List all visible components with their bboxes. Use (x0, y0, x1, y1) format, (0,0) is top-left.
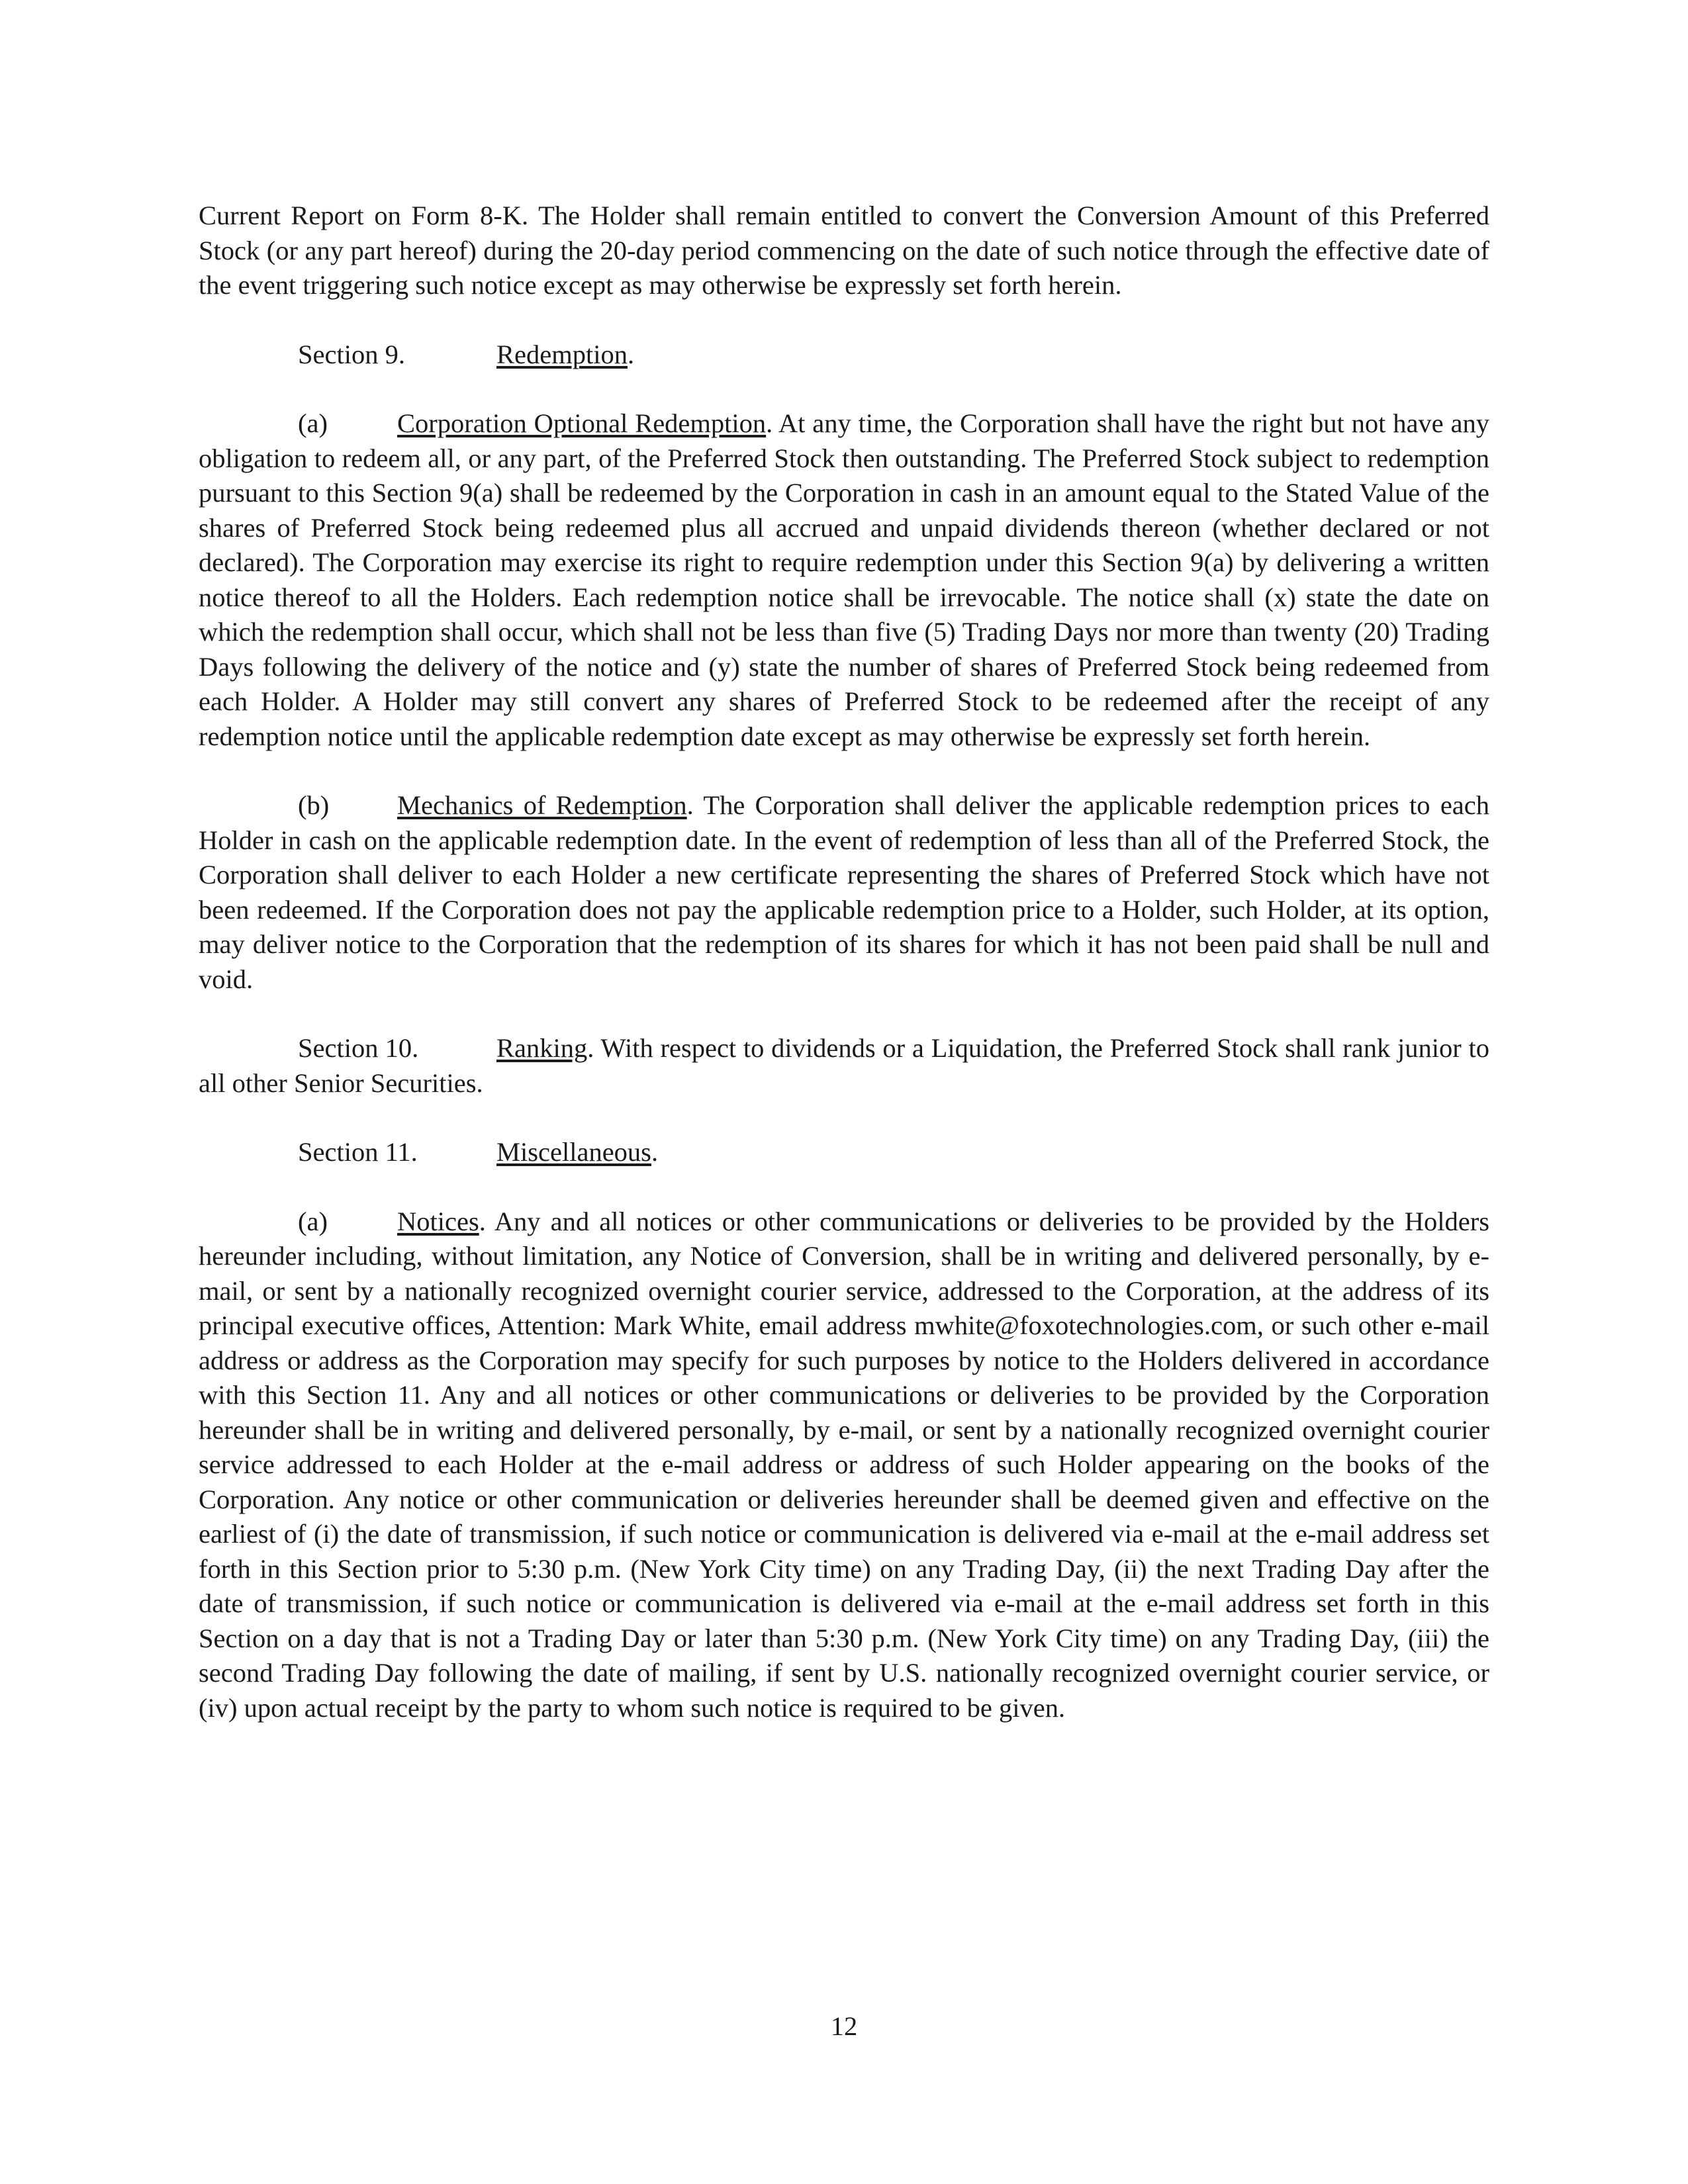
section-9-title-suffix: . (627, 339, 635, 369)
section-11-title-suffix: . (651, 1137, 659, 1167)
section-11a-marker: (a) (298, 1206, 328, 1236)
section-9a-title: Corporation Optional Redemption (397, 408, 767, 438)
section-11-number: Section 11. (298, 1137, 418, 1167)
section-11a-paragraph (199, 1205, 1489, 1726)
section-10-paragraph (199, 1031, 1489, 1101)
section-9b-text: . The Corporation shall deliver the applicable redemption prices to each Holder in cash on the applicable redemption date. In the event of redemption of less than all of the Preferred Stock, the Corporation shall deliver to each Holder a new certificate representing the shares of Preferred Stock which have not been redeemed. If the Corporation does not pay the applicable redemption price to a Holder, such Holder, at its option, may deliver notice to the Corporation that the redemption of its shares for which it has not been paid shall be null and void. (199, 790, 1489, 994)
section-9a-text: . At any time, the Corporation shall have the right but not have any obligation to redeem all, or any part, of the Preferred Stock then outstanding. The Preferred Stock subject to redemption pursuant to this Section 9(a) shall be redeemed by the Corporation in cash in an amount equal to the Stated Value of the shares of Preferred Stock being redeemed plus all accrued and unpaid dividends thereon (whether declared or not declared). The Corporation may exercise its right to require redemption under this Section 9(a) by delivering a written notice thereof to all the Holders. Each redemption notice shall be irrevocable. The notice shall (x) state the date on which the redemption shall occur, which shall not be less than five (5) Trading Days nor more than twenty (20) Trading Days following the delivery of the notice and (y) state the number of shares of Preferred Stock being redeemed from each Holder. A Holder may still convert any shares of Preferred Stock to be redeemed after the receipt of any redemption notice until the applicable redemption date except as may otherwise be expressly set forth herein. (199, 408, 1490, 751)
section-9-number: Section 9. (298, 339, 405, 369)
section-11-heading (298, 1135, 1489, 1170)
section-10-text: . With respect to dividends or a Liquidation, the Preferred Stock shall rank junior to all other Senior Securities. (199, 1033, 1489, 1098)
page-content (199, 199, 1489, 1760)
section-9b-paragraph (199, 788, 1489, 997)
section-10-title: Ranking (496, 1033, 588, 1063)
section-9-heading (298, 338, 1489, 373)
section-9b-marker: (b) (298, 790, 330, 820)
section-11a-title: Notices (397, 1206, 479, 1236)
section-9a-marker: (a) (298, 408, 328, 438)
section-10-number: Section 10. (298, 1033, 419, 1063)
section-11a-text: . Any and all notices or other communications or deliveries to be provided by the Holders hereunder including, without limitation, any Notice of Conversion, shall be in writing and delivered personally, by e-mail, or sent by a nationally recognized overnight courier service, addressed to the Corporation, at the address of its principal executive offices, Attention: Mark White, email address mwhite@foxotechnologies.com, or such other e-mail address or address as the Corporation may specify for such purposes by notice to the Holders delivered in accordance with this Section 11. Any and all notices or other communications or deliveries to be provided by the Corporation hereunder shall be in writing and delivered personally, by e-mail, or sent by a nationally recognized overnight courier service addressed to each Holder at the e-mail address or address of such Holder appearing on the books of the Corporation. Any notice or other communication or deliveries hereunder shall be deemed given and effective on the earliest of (i) the date of transmission, if such notice or communication is delivered via e-mail at the e-mail address set forth in this Section prior to 5:30 p.m. (New York City time) on any Trading Day, (ii) the next Trading Day after the date of transmission, if such notice or communication is delivered via e-mail at the e-mail address set forth in this Section on a day that is not a Trading Day or later than 5:30 p.m. (New York City time) on any Trading Day, (iii) the second Trading Day following the date of mailing, if sent by U.S. nationally recognized overnight courier service, or (iv) upon actual receipt by the party to whom such notice is required to be given. (199, 1206, 1489, 1723)
section-9b-title: Mechanics of Redemption (397, 790, 687, 820)
section-9a-paragraph (199, 406, 1489, 754)
continuation-paragraph: Current Report on Form 8-K. The Holder shall remain entitled to convert the Conversion Amount of this Preferred Stock (or any part hereof) during the 20-day period commencing on the date of such notice through the effective date of the event triggering such notice except as may otherwise be expressly set forth herein. (199, 201, 1489, 300)
section-11-title: Miscellaneous (496, 1137, 651, 1167)
page-number: 12 (830, 2011, 858, 2041)
section-9-title: Redemption (496, 339, 628, 369)
